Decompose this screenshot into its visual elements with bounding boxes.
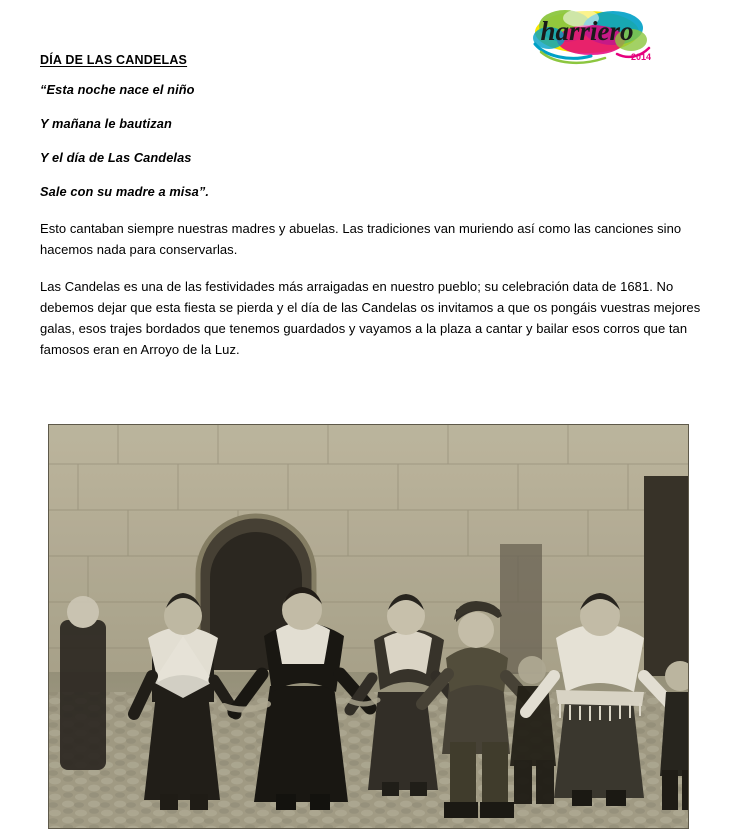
verse-line-3: Y el día de Las Candelas — [40, 150, 192, 166]
historic-photo-illustration — [48, 424, 689, 829]
verse-line-2: Y mañana le bautizan — [40, 116, 172, 132]
verse-line-4: Sale con su madre a misa”. — [40, 184, 210, 200]
body-paragraph-2: Las Candelas es una de las festividades más arraigadas en nuestro pueblo; su celebración data de 1681. No debemos dejar que esta fiesta se pierda y el día de las Candelas os invitamos a que os pongáis vuestras mejores galas, esos trajes bordados que tenemos guardados y vayamos a la plaza a cantar y bailar esos corros que tan famosos eran en Arroyo de la Luz. — [40, 279, 701, 358]
page-title: DÍA DE LAS CANDELAS — [40, 53, 188, 67]
verse-line-1: “Esta noche nace el niño — [40, 82, 195, 98]
document-content — [40, 52, 702, 376]
body-paragraph-1: Esto cantaban siempre nuestras madres y abuelas. Las tradiciones van muriendo así como las canciones sino hacemos nada para conservarlas. — [40, 221, 682, 258]
logo-wordmark: harriero — [540, 16, 634, 46]
logo-year: 2014 — [630, 52, 652, 62]
historic-photo-candelas — [48, 424, 689, 829]
